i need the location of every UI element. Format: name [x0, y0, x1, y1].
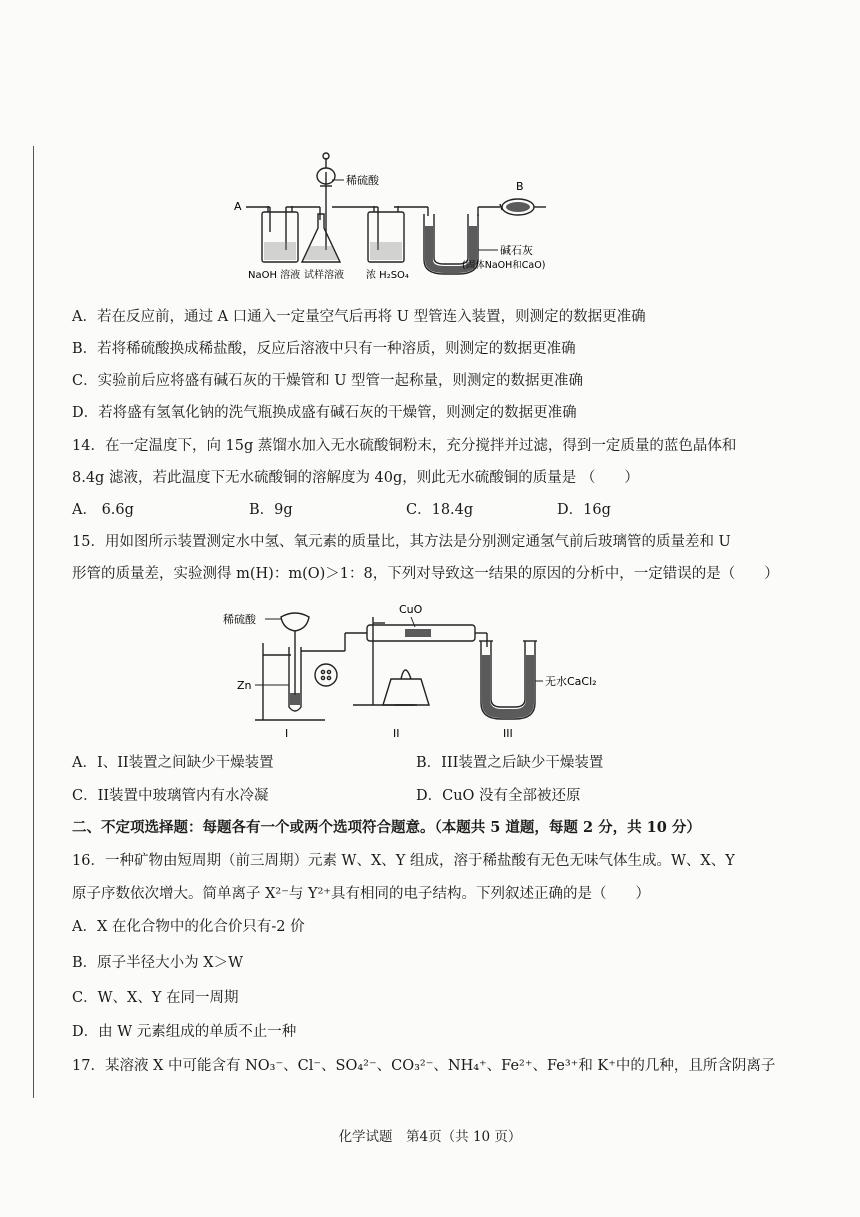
q13-option-c: C．实验前后应将盛有碱石灰的干燥管和 U 型管一起称量，则测定的数据更准确 [72, 373, 584, 389]
q15-option-c: C．II装置中玻璃管内有水冷凝 [72, 788, 269, 804]
fig1-label-a: A [234, 200, 242, 213]
q16-stem-line-2: 原子序数依次增大。简单离子 X²⁻与 Y²⁺具有相同的电子结构。下列叙述正确的是（ ） [72, 886, 651, 902]
q13-option-d: D．若将盛有氢氧化钠的洗气瓶换成盛有碱石灰的干燥管，则测定的数据更准确 [72, 405, 577, 421]
fig2-label-i: I [285, 727, 289, 740]
fig2-label-acid: 稀硫酸 [223, 613, 256, 626]
fig1-label-soda-lime: 碱石灰 [500, 244, 533, 257]
q17-stem-line-1: 17．某溶液 X 中可能含有 NO₃⁻、Cl⁻、SO₄²⁻、CO₃²⁻、NH₄⁺、Fe²⁺、Fe³⁺和 K⁺中的几种，且所含阴离子 [72, 1058, 776, 1074]
q16-option-d: D．由 W 元素组成的单质不止一种 [72, 1024, 297, 1040]
fig2-label-iii: III [503, 727, 513, 740]
q16-stem-line-1: 16．一种矿物由短周期（前三周期）元素 W、X、Y 组成，溶于稀盐酸有无色无味气体生成。W、X、Y [72, 853, 735, 869]
q14-option-c: C．18.4g [406, 502, 474, 518]
q16-option-c: C．W、X、Y 在同一周期 [72, 990, 239, 1006]
binding-margin-line [33, 146, 34, 1098]
q15-option-d: D．CuO 没有全部被还原 [416, 788, 581, 804]
fig2-label-cacl2: 无水CaCl₂ [545, 675, 597, 688]
fig1-label-h2so4: 浓 H₂SO₄ [366, 270, 409, 280]
apparatus-figure-2 [215, 595, 615, 740]
fig1-label-soda-lime-note: (固体NaOH和CaO) [462, 260, 546, 271]
fig1-label-b: B [516, 180, 524, 193]
q15-option-b: B．III装置之后缺少干燥装置 [416, 755, 604, 771]
q13-option-b: B．若将稀硫酸换成稀盐酸，反应后溶液中只有一种溶质，则测定的数据更准确 [72, 341, 576, 357]
q14-stem-line-1: 14．在一定温度下，向 15g 蒸馏水加入无水硫酸铜粉末，充分搅拌并过滤，得到一定质量的蓝色晶体和 [72, 438, 737, 454]
fig2-label-ii: II [393, 727, 400, 740]
q14-option-d: D．16g [557, 502, 611, 518]
q16-option-b: B．原子半径大小为 X＞W [72, 955, 243, 971]
q13-option-a: A．若在反应前，通过 A 口通入一定量空气后再将 U 型管连入装置，则测定的数据更准确 [72, 309, 646, 325]
q15-option-a: A．I、II装置之间缺少干燥装置 [72, 755, 274, 771]
q14-option-a: A． 6.6g [72, 502, 134, 518]
q14-stem-line-2: 8.4g 滤液，若此温度下无水硫酸铜的溶解度为 40g，则此无水硫酸铜的质量是 （ ） [72, 470, 639, 486]
fig1-label-naoh: NaOH 溶液 [248, 270, 301, 280]
q14-option-b: B．9g [249, 502, 293, 518]
section-2-heading: 二、不定项选择题：每题各有一个或两个选项符合题意。（本题共 5 道题，每题 2 分，共 10 分） [72, 819, 701, 836]
fig1-label-acid: 稀硫酸 [346, 174, 379, 187]
q15-stem-line-2: 形管的质量差，实验测得 m(H)：m(O)＞1：8，下列对导致这一结果的原因的分析中，一定错误的是（ ） [72, 566, 779, 582]
fig2-label-zn: Zn [237, 679, 252, 692]
q15-stem-line-1: 15．用如图所示装置测定水中氢、氧元素的质量比，其方法是分别测定通氢气前后玻璃管的质量差和 U [72, 534, 731, 550]
fig1-label-sample: 试样溶液 [304, 270, 344, 280]
q16-option-a: A．X 在化合物中的化合价只有-2 价 [72, 919, 305, 935]
apparatus-figure-1 [228, 150, 568, 280]
fig2-label-cuo: CuO [399, 603, 423, 616]
page-footer: 化学试题 第4页（共 10 页） [338, 1129, 522, 1145]
